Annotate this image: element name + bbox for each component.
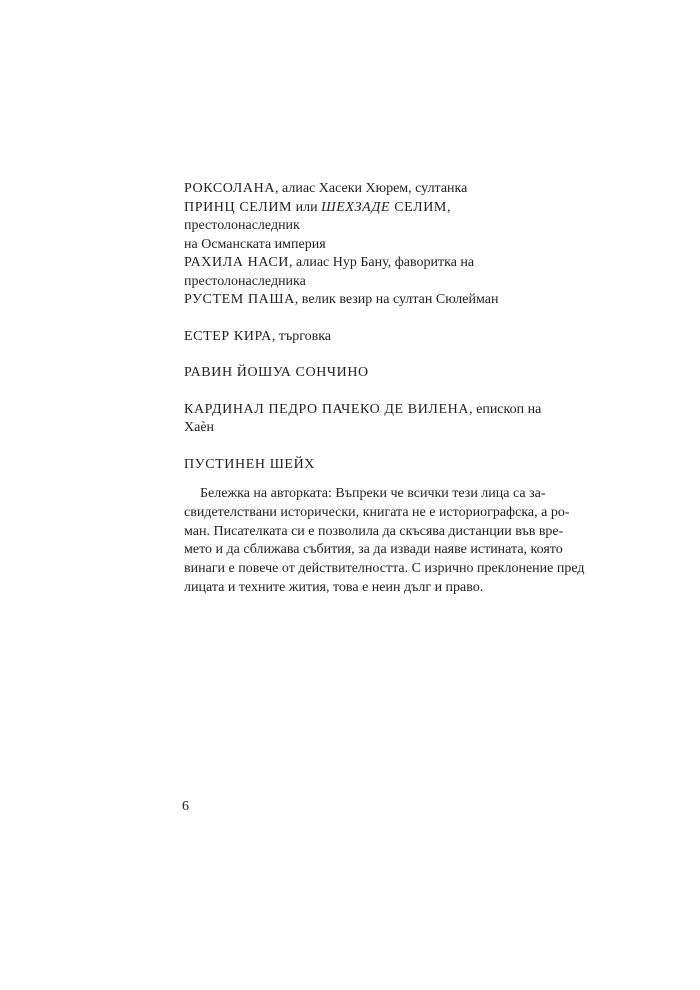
- character-group-sheikh: [184, 456, 564, 475]
- character-name: РАВИН ЙОШУА СОНЧИНО: [184, 365, 369, 380]
- character-description-continued: на Османската империя: [184, 236, 326, 252]
- character-group-court: [184, 180, 564, 310]
- character-description: , търговка: [271, 328, 332, 344]
- note-line: винаги е повече от действителността. С изрично преклонение пред: [184, 561, 585, 577]
- character-name: РУСТЕМ ПАША: [184, 292, 295, 307]
- character-group-kardinal: [184, 401, 564, 438]
- character-list: [184, 180, 564, 486]
- character-name: КАРДИНАЛ ПЕДРО ПАЧЕКО ДЕ ВИЛЕНА: [184, 401, 470, 417]
- note-line: ман. Писателката си е позволила да скъсява дистанции във вре-: [184, 523, 564, 539]
- character-entry-rahila: [184, 254, 564, 273]
- character-name: РОКСОЛАНА: [184, 181, 276, 196]
- character-description: , алиас Хасеки Хюрем, султанка: [275, 181, 468, 196]
- note-line: мето и да сближава събития, за да извади наяве истината, която: [184, 542, 563, 558]
- character-description: , епископ на Хаѐн: [184, 401, 542, 435]
- note-line: свидетелствани исторически, книгата не е историографска, а ро-: [184, 504, 570, 520]
- character-entry-kardinal: [184, 401, 564, 438]
- note-line: Бележка на авторката: Въпреки че всички тези лица са за-: [200, 486, 546, 501]
- character-entry-rustem: [184, 291, 564, 310]
- character-name: ПРИНЦ СЕЛИМ: [184, 199, 293, 215]
- character-description-continued: престолонаследника: [184, 273, 306, 289]
- character-description: , алиас Нур Бану, фаворитка на: [289, 255, 475, 270]
- character-group-ravin: [184, 364, 564, 383]
- page-number: 6: [182, 799, 189, 814]
- character-entry-ravin: [184, 364, 564, 383]
- character-name-part: СЕЛИМ: [390, 199, 447, 215]
- character-connector: или: [292, 199, 322, 215]
- character-group-ester: [184, 328, 564, 347]
- character-name: РАХИЛА НАСИ: [184, 255, 290, 270]
- character-description: , престолонаследник: [184, 199, 451, 233]
- note-line: лицата и техните жития, това е неин дълг и право.: [184, 579, 484, 595]
- character-entry-ester: [184, 328, 564, 347]
- character-name: ПУСТИНЕН ШЕЙХ: [184, 456, 315, 472]
- character-description: , велик везир на султан Сюлейман: [294, 292, 499, 307]
- character-entry-roksolana: [184, 180, 564, 199]
- character-entry-selim: [184, 199, 564, 236]
- author-note: [184, 485, 585, 598]
- character-title-italic: ШЕХЗАДЕ: [321, 199, 391, 215]
- character-entry-sheikh: [184, 456, 564, 475]
- character-name: ЕСТЕР КИРА: [184, 328, 272, 344]
